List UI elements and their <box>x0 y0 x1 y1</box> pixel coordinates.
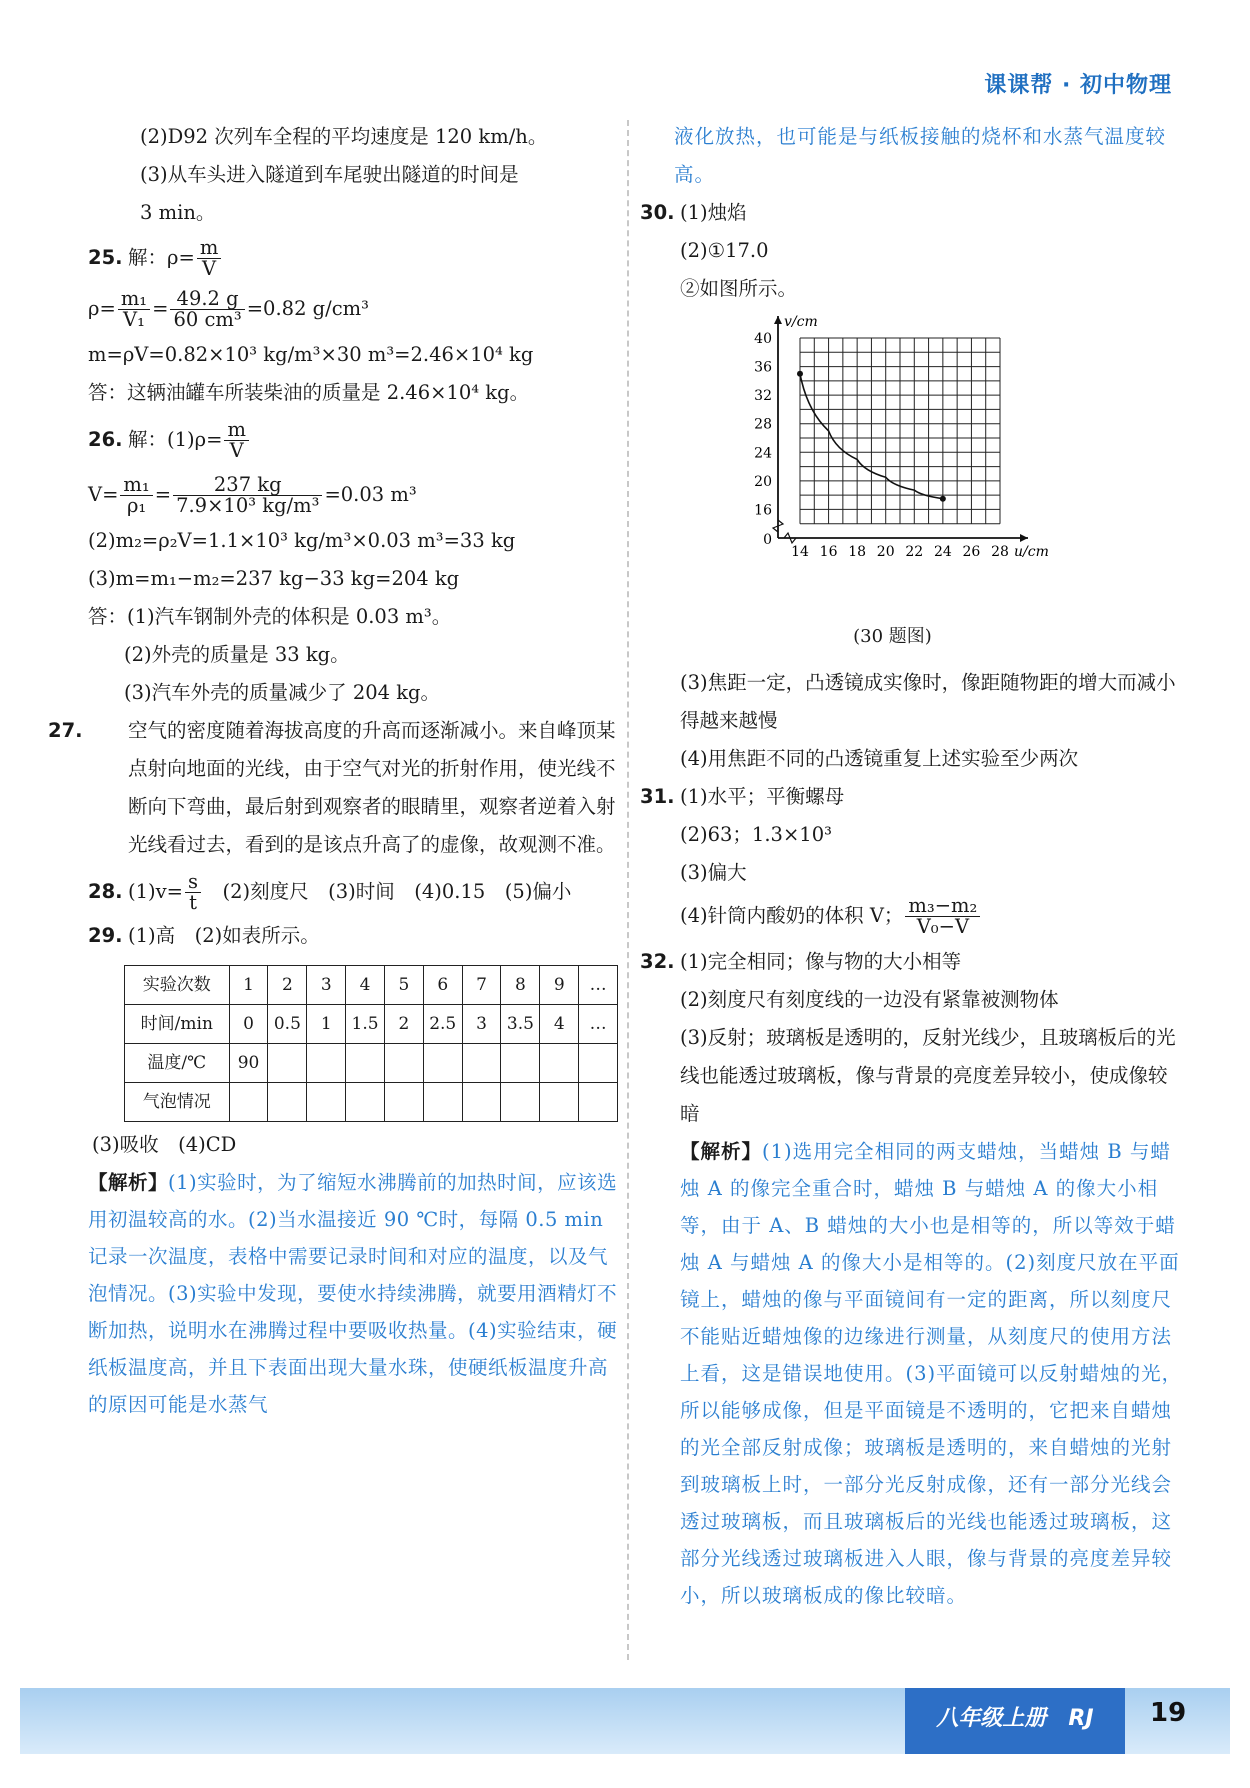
q26-lead-text: 解：(1)ρ= <box>128 428 223 451</box>
analysis-tag: 【解析】 <box>88 1171 169 1194</box>
frac-top: m <box>197 238 222 259</box>
y-tick-label: 20 <box>754 473 772 490</box>
table-cell <box>423 1083 462 1122</box>
table-cell: 2 <box>268 966 307 1005</box>
row-header: 实验次数 <box>125 966 230 1005</box>
q31-line3: (3)偏大 <box>680 861 747 884</box>
row-header: 时间/min <box>125 1005 230 1044</box>
table-cell <box>385 1044 424 1083</box>
q31-line4 <box>640 896 1185 937</box>
q24-line2: (2)D92 次列车全程的平均速度是 120 km/h。 <box>140 125 548 148</box>
q30-figure <box>640 308 1185 618</box>
q29-after: (3)吸收 (4)CD <box>92 1133 237 1156</box>
q27-block <box>48 712 618 864</box>
table-row <box>125 1083 618 1122</box>
q26-answer3: (3)汽车外壳的质量减少了 204 kg。 <box>124 681 441 704</box>
table-cell <box>423 1044 462 1083</box>
q25-mass-line: m=ρV=0.82×10³ kg/m³×30 m³=2.46×10⁴ kg <box>88 343 534 366</box>
y-tick-label: 36 <box>754 359 772 376</box>
table-row <box>125 1044 618 1083</box>
q29-analysis-text: (1)实验时，为了缩短水沸腾前的加热时间，应该选用初温较高的水。(2)当水温接近 90 ℃时，每隔 0.5 min 记录一次温度，表格中需要记录时间和对应的温度，以及气泡情况。(3)实验中发现，要使水持续沸腾，就要用酒精灯不断加热，说明水在沸腾过程中要吸收热量。(4)实验结束，硬纸板温度高，并且下表面出现大量水珠，使硬纸板温度升高的原因可能是水蒸气 <box>88 1171 618 1416</box>
table-cell: 4 <box>540 1005 579 1044</box>
q32-line3: (3)反射；玻璃板是透明的，反射光线少，且玻璃板后的光线也能透过玻璃板，像与背景的亮度差异较小，使成像较暗 <box>680 1026 1176 1125</box>
right-column <box>640 118 1185 1614</box>
q27-number: 27. <box>48 719 83 742</box>
q30-line4: (3)焦距一定，凸透镜成实像时，像距随物距的增大而减小得越来越慢 <box>680 671 1176 732</box>
q31-line2: (2)63；1.3×10³ <box>680 823 832 846</box>
frac-top: m₃−m₂ <box>905 896 980 917</box>
footer-grade: 八年级上册 RJ <box>936 1706 1094 1731</box>
q28-fraction <box>185 872 201 913</box>
left-column <box>48 118 618 1423</box>
table-cell: 1 <box>307 1005 346 1044</box>
q28-line <box>88 872 618 913</box>
table-cell <box>540 1044 579 1083</box>
table-row <box>125 1005 618 1044</box>
page-number: 19 <box>1150 1698 1187 1728</box>
table-cell <box>579 1044 618 1083</box>
q32-l1: (1)完全相同；像与物的大小相等 <box>680 950 962 973</box>
q28-number: 28. <box>88 880 123 903</box>
table-cell: … <box>579 1005 618 1044</box>
y-tick-label: 28 <box>754 416 772 433</box>
y-tick-label: 40 <box>754 331 772 347</box>
q31-line1 <box>640 778 1185 816</box>
q27-text: 空气的密度随着海拔高度的升高而逐渐减小。来自峰顶某点射向地面的光线，由于空气对光的折射作用，使光线不断向下弯曲，最后射到观察者的眼睛里，观察者逆着入射光线看过去，看到的是该点升高了的虚像，故观测不准。 <box>128 719 616 856</box>
table-cell: 3.5 <box>501 1005 540 1044</box>
frac-top: s <box>185 872 201 893</box>
table-cell: … <box>579 966 618 1005</box>
frac-bottom: V <box>202 257 217 280</box>
rho-lhs: ρ= <box>88 297 116 320</box>
frac-bottom: 60 cm³ <box>173 308 242 331</box>
frac-bottom: V <box>229 439 244 462</box>
table-cell <box>229 1083 268 1122</box>
table-cell <box>346 1083 385 1122</box>
q30-line1 <box>640 194 1185 232</box>
table-cell <box>307 1083 346 1122</box>
table-cell: 5 <box>385 966 424 1005</box>
table-cell <box>346 1044 385 1083</box>
x-tick-label: 28 <box>991 544 1009 560</box>
q26-fraction <box>224 420 249 461</box>
table-cell: 1 <box>229 966 268 1005</box>
x-tick-label: 24 <box>933 544 952 560</box>
x-tick-label: 20 <box>876 544 895 560</box>
table-cell <box>540 1083 579 1122</box>
column-divider <box>627 120 629 1660</box>
q29-line <box>88 917 618 955</box>
q29-analysis <box>88 1164 618 1423</box>
q26-answer2: (2)外壳的质量是 33 kg。 <box>124 643 350 666</box>
q25-lead-text: 解：ρ= <box>128 246 195 269</box>
q31-fraction <box>905 896 980 937</box>
table-cell <box>385 1083 424 1122</box>
q26-line2: (2)m₂=ρ₂V=1.1×10³ kg/m³×0.03 m³=33 kg <box>88 529 516 552</box>
q30-number: 30. <box>640 201 675 224</box>
frac-top: 237 kg <box>173 475 322 496</box>
frac-bottom: ρ₁ <box>126 494 147 517</box>
v-frac2 <box>173 475 322 516</box>
table-cell: 2 <box>385 1005 424 1044</box>
q26-line3: (3)m=m₁−m₂=237 kg−33 kg=204 kg <box>88 567 460 590</box>
q26-answer1: 答：(1)汽车钢制外壳的体积是 0.03 m³。 <box>88 605 452 628</box>
table-cell <box>268 1083 307 1122</box>
q26-volume-line: V= $\frac{\text{m₁}}{\text{ρ₁}}$ = $\frac{237 kg}{\text{7.9×10³ kg/m³}}$ =0.03 m³ <box>88 473 417 517</box>
x-axis-label: u/cm <box>1014 544 1049 560</box>
q25-number: 25. <box>88 246 123 269</box>
table-cell: 4 <box>346 966 385 1005</box>
rho-frac1 <box>118 289 150 330</box>
table-cell <box>579 1083 618 1122</box>
table-cell: 2.5 <box>423 1005 462 1044</box>
table-cell: 0 <box>229 1005 268 1044</box>
v-lhs: V= <box>88 483 119 506</box>
frac-top: 49.2 g <box>170 289 244 310</box>
q28-part1: (1)v= <box>128 880 183 903</box>
v-rhs: =0.03 m³ <box>324 483 417 506</box>
q30-l1: (1)烛焰 <box>680 201 747 224</box>
q25-answer: 答：这辆油罐车所装柴油的质量是 2.46×10⁴ kg。 <box>88 381 530 404</box>
x-tick-label: 14 <box>791 544 809 560</box>
v-frac1 <box>120 475 152 516</box>
data-point <box>797 371 803 377</box>
analysis-tag: 【解析】 <box>680 1140 763 1163</box>
table-cell <box>501 1083 540 1122</box>
q31-number: 31. <box>640 785 675 808</box>
q26-number: 26. <box>88 428 123 451</box>
rho-rhs: =0.82 g/cm³ <box>246 297 369 320</box>
q30-line3: ②如图所示。 <box>680 277 798 300</box>
q25-fraction <box>197 238 222 279</box>
table-cell <box>462 1044 501 1083</box>
row-header: 温度/℃ <box>125 1044 230 1083</box>
data-point <box>940 496 946 502</box>
x-tick-label: 26 <box>962 544 981 560</box>
table-cell: 6 <box>423 966 462 1005</box>
y-axis-label: v/cm <box>784 314 818 330</box>
table-cell <box>462 1083 501 1122</box>
table-cell: 7 <box>462 966 501 1005</box>
x-axis-arrow <box>1020 534 1028 542</box>
table-cell: 8 <box>501 966 540 1005</box>
q24-line3b: 3 min。 <box>140 201 216 224</box>
x-tick-label: 22 <box>905 544 924 560</box>
table-cell <box>307 1044 346 1083</box>
figure-caption: (30 题图) <box>853 626 932 647</box>
q24-line3a: (3)从车头进入隧道到车尾驶出隧道的时间是 <box>140 163 519 186</box>
y-tick-label: 32 <box>754 388 772 405</box>
q26-lead <box>88 420 618 461</box>
x-tick-label: 18 <box>848 544 867 560</box>
y-axis-arrow <box>774 316 782 324</box>
table-cell: 1.5 <box>346 1005 385 1044</box>
table-cell: 90 <box>229 1044 268 1083</box>
table-cell <box>501 1044 540 1083</box>
frac-top: m₁ <box>120 475 152 496</box>
header-brand: 课课帮 · 初中物理 <box>984 73 1172 98</box>
table-cell: 0.5 <box>268 1005 307 1044</box>
q28-rest: (2)刻度尺 (3)时间 (4)0.15 (5)偏小 <box>222 880 572 903</box>
x-tick-label: 16 <box>819 544 838 560</box>
origin-label: 0 <box>763 532 772 548</box>
rho-frac2 <box>170 289 244 330</box>
q29-text: (1)高 (2)如表所示。 <box>128 924 320 947</box>
q32-analysis <box>640 1133 1185 1614</box>
frac-bottom: 7.9×10³ kg/m³ <box>176 494 320 517</box>
row-header: 气泡情况 <box>125 1083 230 1122</box>
y-tick-label: 16 <box>754 502 772 519</box>
table-cell: 3 <box>307 966 346 1005</box>
q29-number: 29. <box>88 924 123 947</box>
frac-top: m₁ <box>118 289 150 310</box>
image-distance-chart <box>750 308 1090 608</box>
q25-lead <box>88 238 618 279</box>
q30-line2: (2)①17.0 <box>680 239 769 262</box>
q30-line5: (4)用焦距不同的凸透镜重复上述实验至少两次 <box>680 747 1079 770</box>
table-row <box>125 966 618 1005</box>
table-cell: 3 <box>462 1005 501 1044</box>
experiment-table <box>124 965 618 1122</box>
q29-continued: 液化放热，也可能是与纸板接触的烧杯和水蒸气温度较高。 <box>674 125 1167 186</box>
q25-rho-line: ρ= $\frac{\text{m₁}}{\text{V₁}}$ = $\frac{49.2 g}{\text{60 cm³}}$ =0.82 g/cm³ <box>88 287 369 331</box>
frac-bottom: t <box>189 891 197 914</box>
q31-l4: (4)针筒内酸奶的体积 V； <box>680 904 904 927</box>
frac-top: m <box>224 420 249 441</box>
y-tick-label: 24 <box>754 445 772 462</box>
q31-l1: (1)水平；平衡螺母 <box>680 785 845 808</box>
frac-bottom: V₁ <box>123 308 145 331</box>
q32-line2: (2)刻度尺有刻度线的一边没有紧靠被测物体 <box>680 988 1059 1011</box>
table-cell <box>268 1044 307 1083</box>
table-cell: 9 <box>540 966 579 1005</box>
q32-number: 32. <box>640 950 675 973</box>
q32-line1 <box>640 943 1185 981</box>
q32-analysis-text: (1)选用完全相同的两支蜡烛，当蜡烛 B 与蜡烛 A 的像完全重合时，蜡烛 B 与蜡烛 A 的像大小相等，由于 A、B 蜡烛的大小也是相等的，所以等效于蜡烛 A 与蜡烛 A 的像大小是相等的。(2)刻度尺放在平面镜上，蜡烛的像与平面镜间有一定的距离，所以刻度尺不能贴近蜡烛像的边缘进行测量，从刻度尺的使用方法上看，这是错误地使用。(3)平面镜可以反射蜡烛的光，所以能够成像，但是平面镜是不透明的，它把来自蜡烛的光全部反射成像；玻璃板是透明的，来自蜡烛的光射到玻璃板上时，一部分光反射成像，还有一部分光线会透过玻璃板，而且玻璃板后的光线也能透过玻璃板，这部分光线透过玻璃板进入人眼，像与背景的亮度差异较小，所以玻璃板成的像比较暗。 <box>680 1140 1183 1607</box>
frac-bottom: V₀−V <box>916 915 970 938</box>
